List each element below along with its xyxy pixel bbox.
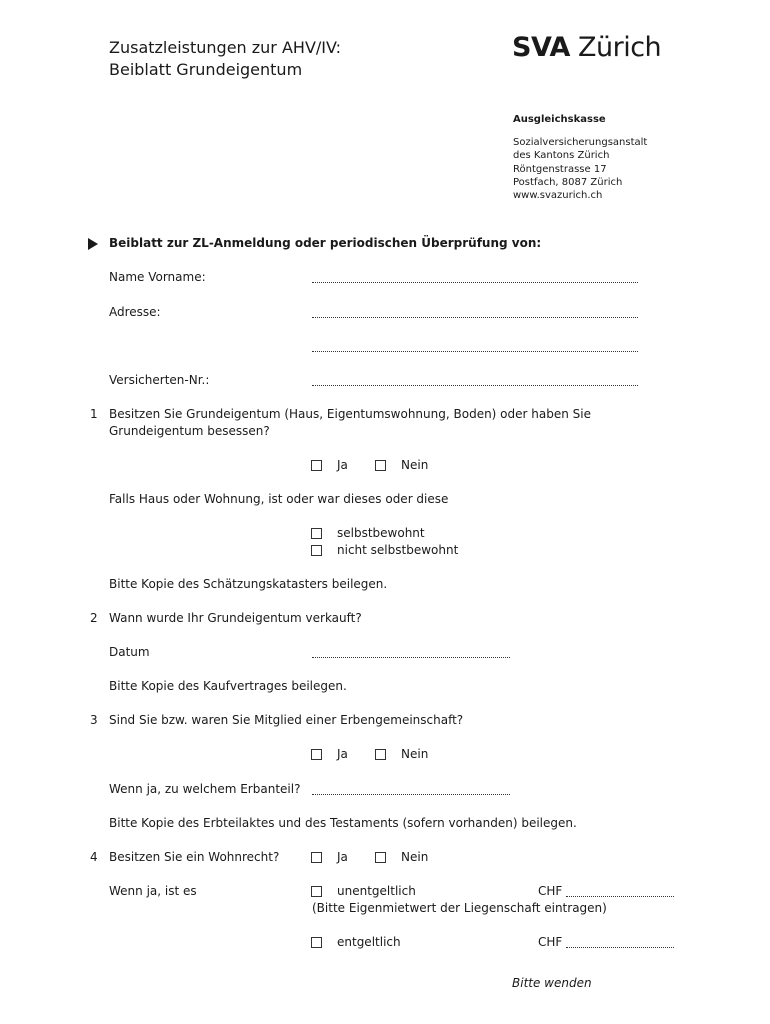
q2-text: Wann wurde Ihr Grundeigentum verkauft? — [109, 611, 362, 625]
q1-yes-checkbox[interactable] — [311, 460, 322, 471]
insured-number-field[interactable] — [312, 384, 638, 386]
section-heading: Beiblatt zur ZL-Anmeldung oder periodischen Überprüfung von: — [109, 236, 542, 250]
address-line: www.svazurich.ch — [513, 190, 603, 202]
not-self-occupied-checkbox[interactable] — [311, 545, 322, 556]
for-payment-checkbox[interactable] — [311, 937, 322, 948]
free-of-charge-label: unentgeltlich — [337, 884, 416, 898]
logo-rest: Zürich — [569, 32, 662, 63]
chf-label-2: CHF — [538, 935, 563, 949]
question-number: 3 — [90, 713, 98, 727]
address-line: Röntgenstrasse 17 — [513, 163, 607, 175]
q1-yes-label: Ja — [337, 458, 348, 472]
q3-text: Sind Sie bzw. waren Sie Mitglied einer Erbengemeinschaft? — [109, 713, 464, 727]
address-field-2[interactable] — [312, 350, 638, 352]
date-field[interactable] — [312, 656, 510, 658]
date-label: Datum — [109, 645, 150, 659]
address-line: Sozialversicherungsanstalt — [513, 137, 648, 148]
not-self-occupied-label: nicht selbstbewohnt — [337, 543, 459, 557]
sva-logo — [512, 32, 661, 63]
question-number: 1 — [90, 407, 98, 421]
q4-text: Besitzen Sie ein Wohnrecht? — [109, 850, 280, 864]
please-turn-over: Bitte wenden — [512, 976, 592, 990]
q3-yes-checkbox[interactable] — [311, 749, 322, 760]
chf-field-2[interactable] — [566, 946, 674, 948]
self-occupied-checkbox[interactable] — [311, 528, 322, 539]
form-title-line2: Beiblatt Grundeigentum — [109, 60, 303, 79]
question-number: 2 — [90, 611, 98, 625]
self-occupied-label: selbstbewohnt — [337, 526, 425, 540]
q1-note: Bitte Kopie des Schätzungskatasters beilegen. — [109, 577, 388, 591]
q4-no-label: Nein — [401, 850, 429, 864]
inheritance-share-field[interactable] — [312, 793, 510, 795]
q1-no-label: Nein — [401, 458, 429, 472]
address-label: Adresse: — [109, 305, 161, 319]
insured-number-label: Versicherten-Nr.: — [109, 373, 210, 387]
q4-yes-label: Ja — [337, 850, 348, 864]
q4-no-checkbox[interactable] — [375, 852, 386, 863]
chf-label-1: CHF — [538, 884, 563, 898]
q4-if-yes-label: Wenn ja, ist es — [109, 884, 197, 898]
q3-no-label: Nein — [401, 747, 429, 761]
for-payment-label: entgeltlich — [337, 935, 401, 949]
q1-text-line1: Besitzen Sie Grundeigentum (Haus, Eigentumswohnung, Boden) oder haben Sie — [109, 407, 591, 421]
form-title — [109, 37, 409, 81]
chf-field-1[interactable] — [566, 895, 674, 897]
address-line: Postfach, 8087 Zürich — [513, 176, 623, 188]
free-of-charge-note: (Bitte Eigenmietwert der Liegenschaft eintragen) — [312, 901, 607, 915]
office-name: Ausgleichskasse — [513, 114, 606, 125]
q3-yes-label: Ja — [337, 747, 348, 761]
q3-no-checkbox[interactable] — [375, 749, 386, 760]
inheritance-share-label: Wenn ja, zu welchem Erbanteil? — [109, 782, 301, 796]
address-field-1[interactable] — [312, 316, 638, 318]
free-of-charge-checkbox[interactable] — [311, 886, 322, 897]
name-label: Name Vorname: — [109, 270, 206, 284]
q2-note: Bitte Kopie des Kaufvertrages beilegen. — [109, 679, 347, 693]
q1-text-line2: Grundeigentum besessen? — [109, 424, 270, 438]
q3-note: Bitte Kopie des Erbteilaktes und des Testaments (sofern vorhanden) beilegen. — [109, 816, 577, 830]
arrow-right-icon — [88, 238, 98, 250]
address-line: des Kantons Zürich — [513, 150, 610, 162]
q1-no-checkbox[interactable] — [375, 460, 386, 471]
name-field[interactable] — [312, 281, 638, 283]
q4-yes-checkbox[interactable] — [311, 852, 322, 863]
q1-followup: Falls Haus oder Wohnung, ist oder war dieses oder diese — [109, 492, 449, 506]
question-number: 4 — [90, 850, 98, 864]
logo-bold: SVA — [512, 32, 570, 63]
office-address — [513, 136, 647, 202]
form-title-line1: Zusatzleistungen zur AHV/IV: — [109, 38, 342, 57]
